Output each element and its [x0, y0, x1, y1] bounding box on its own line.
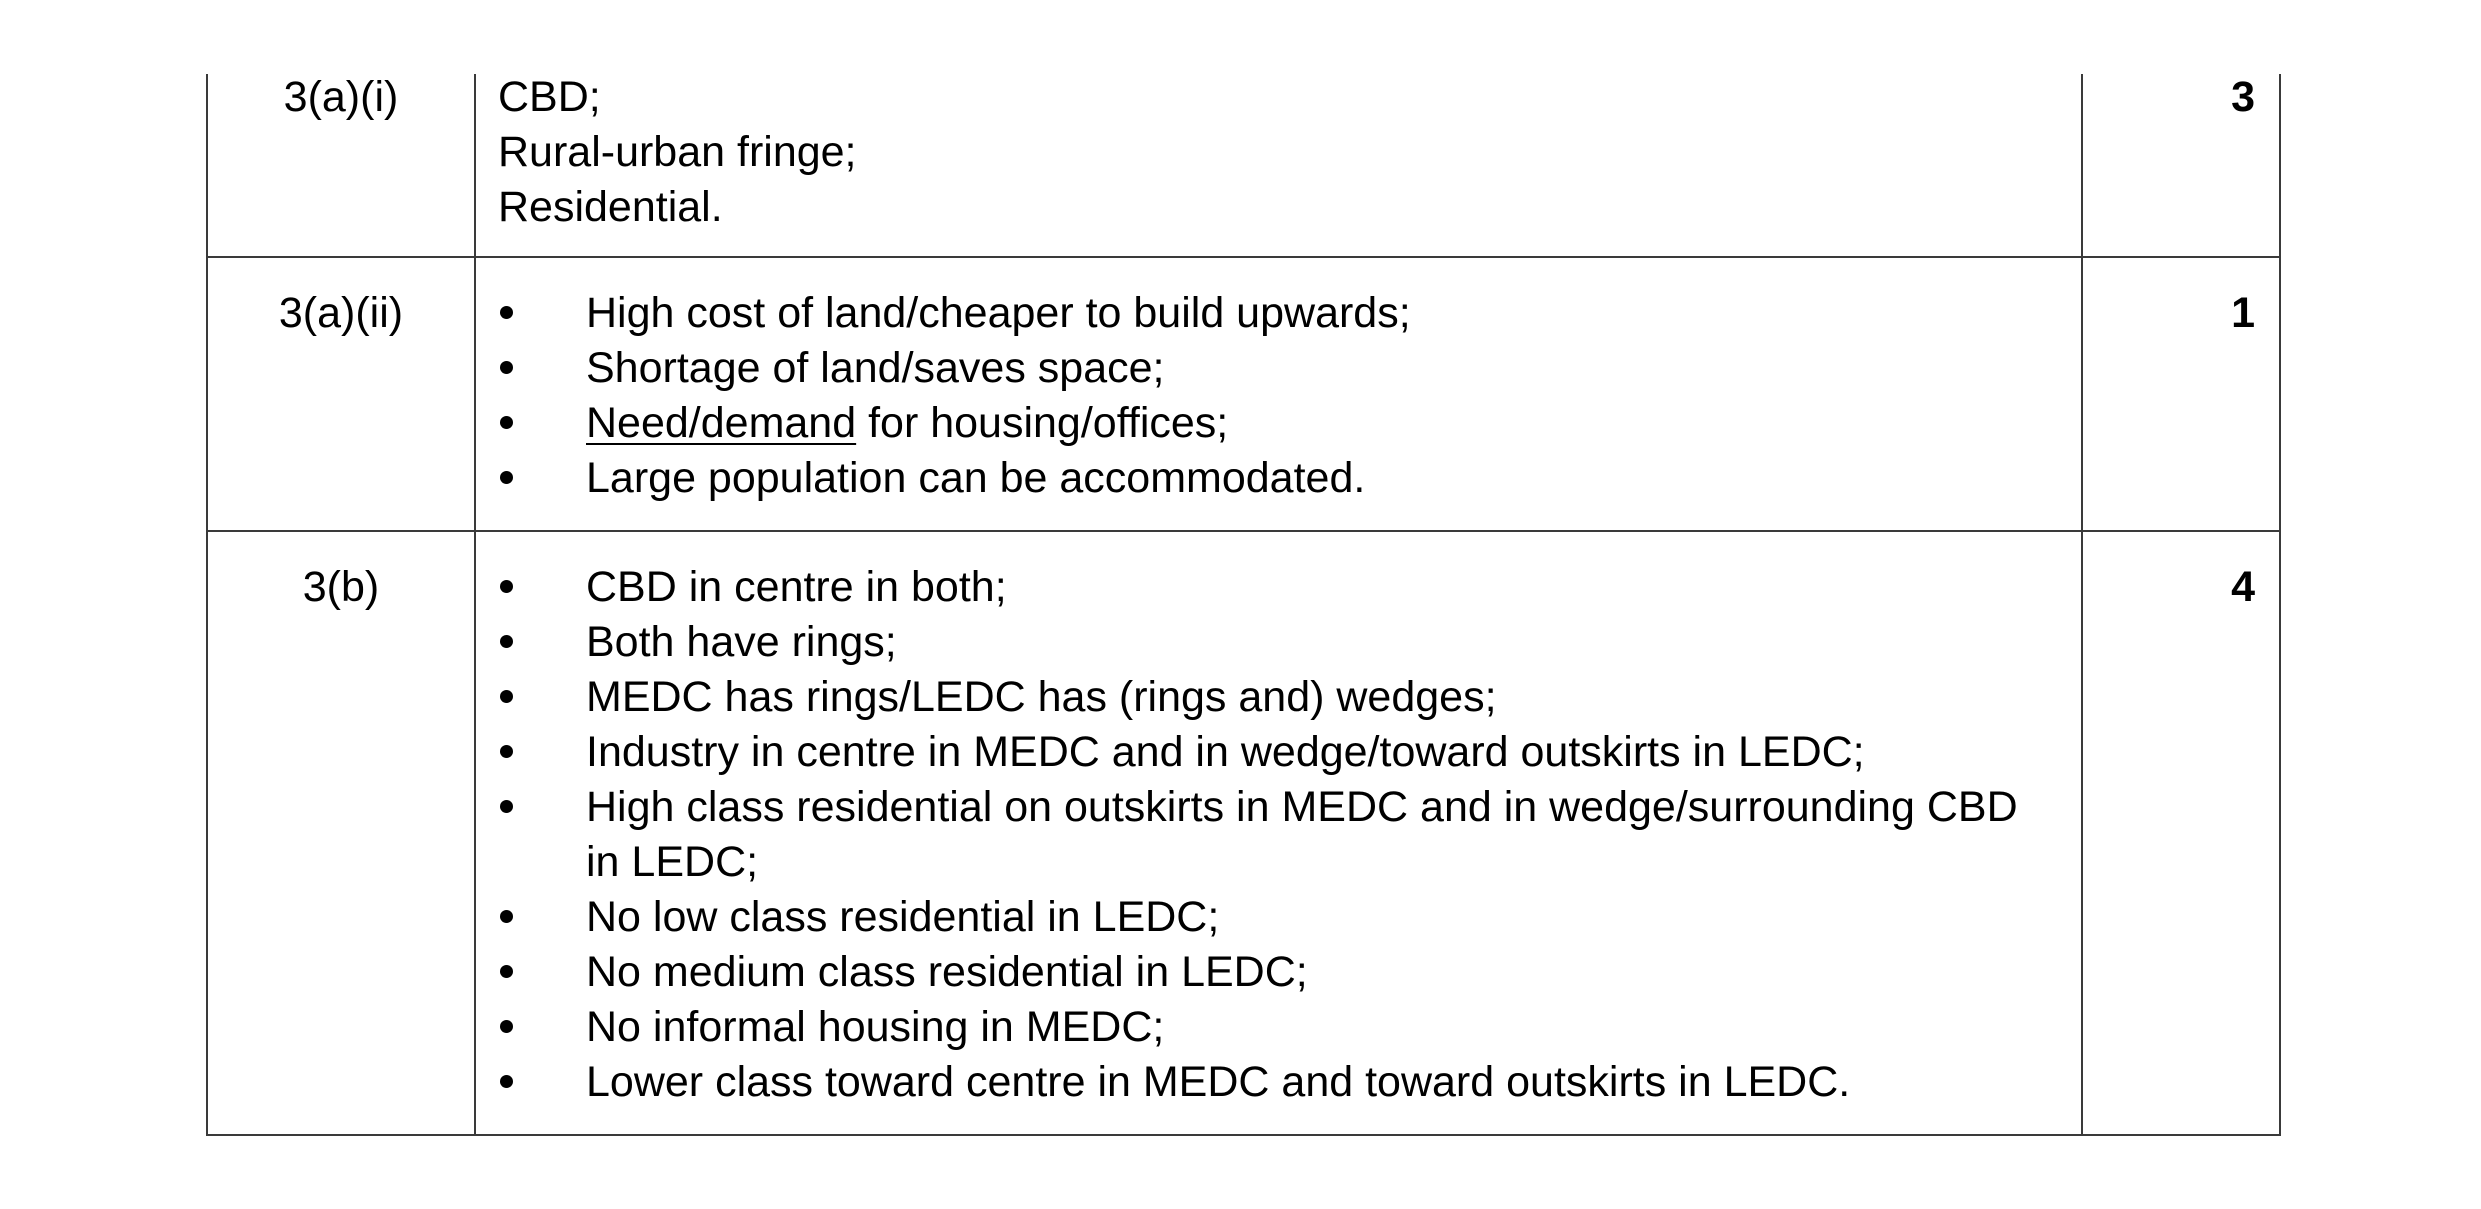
answer-bullet-list: [476, 286, 2081, 506]
bullet-icon: [500, 725, 540, 780]
bullet-icon: [500, 615, 540, 670]
question-number-cell: [207, 531, 475, 1135]
list-item: High cost of land/cheaper to build upwards;: [476, 286, 2081, 341]
bullet-icon: [500, 670, 540, 725]
question-number: 3(a)(ii): [278, 289, 404, 337]
table-row: [207, 531, 2280, 1135]
question-number: 3(b): [302, 563, 380, 611]
answer-line: CBD;: [498, 73, 601, 121]
list-item: No medium class residential in LEDC;: [476, 945, 2081, 1000]
list-item: Lower class toward centre in MEDC and toward outskirts in LEDC.: [476, 1055, 2081, 1110]
bullet-icon: [500, 286, 540, 341]
table-row: [207, 257, 2280, 531]
bullet-icon: [500, 560, 540, 615]
question-number-cell: [207, 74, 475, 257]
list-item: Need/demand for housing/offices;: [476, 396, 2081, 451]
question-number-cell: [207, 257, 475, 531]
marks-cell: [2082, 531, 2280, 1135]
answer-lines: [476, 70, 2081, 235]
underlined-text: Need/demand: [586, 399, 857, 447]
list-item: Industry in centre in MEDC and in wedge/toward outskirts in LEDC;: [476, 725, 2081, 780]
mark-scheme-page: [206, 74, 2279, 1136]
list-item: CBD in centre in both;: [476, 560, 2081, 615]
bullet-icon: [500, 780, 540, 835]
marks-value: 1: [2231, 289, 2255, 337]
list-item: MEDC has rings/LEDC has (rings and) wedges;: [476, 670, 2081, 725]
marks-cell: [2082, 257, 2280, 531]
bullet-icon: [500, 1055, 540, 1110]
list-item: No informal housing in MEDC;: [476, 1000, 2081, 1055]
bullet-icon: [500, 890, 540, 945]
bullet-icon: [500, 451, 540, 506]
marks-value: 3: [2231, 73, 2255, 121]
list-item: Both have rings;: [476, 615, 2081, 670]
mark-scheme-table: [206, 74, 2281, 1136]
table-row: [207, 74, 2280, 257]
answer-line: Residential.: [498, 183, 723, 231]
question-number: 3(a)(i): [283, 73, 399, 121]
marks-cell: [2082, 74, 2280, 257]
answer-cell: [475, 531, 2082, 1135]
list-item: Large population can be accommodated.: [476, 451, 2081, 506]
answer-line: Rural-urban fringe;: [498, 128, 857, 176]
bullet-icon: [500, 945, 540, 1000]
answer-bullet-list: [476, 560, 2081, 1110]
marks-value: 4: [2231, 563, 2255, 611]
list-item: High class residential on outskirts in MEDC and in wedge/surrounding CBD in LEDC;: [476, 780, 2081, 890]
list-item: Shortage of land/saves space;: [476, 341, 2081, 396]
bullet-icon: [500, 396, 540, 451]
list-item: No low class residential in LEDC;: [476, 890, 2081, 945]
answer-cell: [475, 74, 2082, 257]
bullet-icon: [500, 1000, 540, 1055]
answer-cell: [475, 257, 2082, 531]
bullet-icon: [500, 341, 540, 396]
